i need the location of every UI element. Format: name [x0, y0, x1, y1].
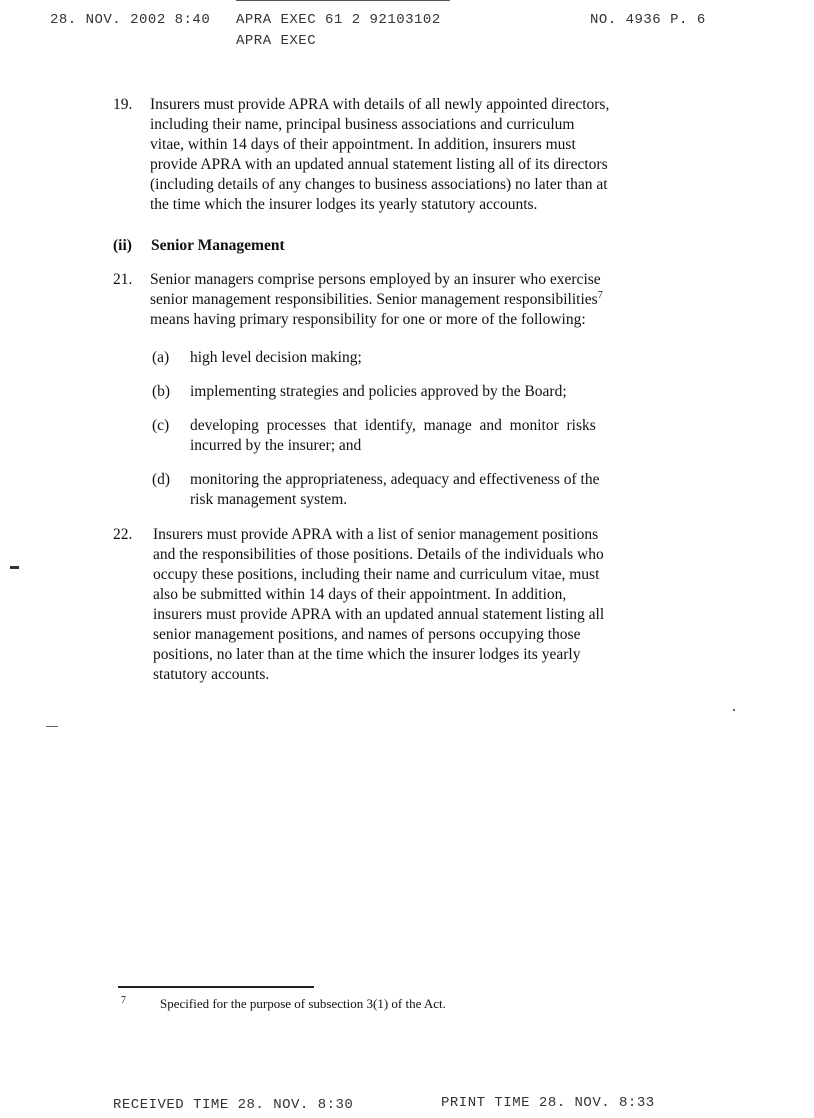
paragraph-body	[150, 95, 670, 215]
paragraph-number: 21.	[113, 271, 133, 288]
paragraph-line: including their name, principal business associations and curriculum	[150, 116, 575, 133]
list-item-label: (a)	[152, 349, 170, 366]
list-item-text: developing processes that identify, manage and monitor risks	[190, 417, 596, 434]
paragraph-line: Insurers must provide APRA with details of all newly appointed directors,	[150, 96, 610, 113]
paragraph-line: Senior managers comprise persons employed by an insurer who exercise	[150, 271, 601, 288]
list-item-label: (c)	[152, 417, 170, 434]
paragraph-body	[153, 525, 673, 685]
footnote-number: 7	[121, 995, 126, 1006]
paragraph-line: provide APRA with an updated annual statement listing all of its directors	[150, 156, 608, 173]
paragraph-line: the time which the insurer lodges its yearly statutory accounts.	[150, 196, 538, 213]
paragraph-line: insurers must provide APRA with an updated annual statement listing all	[153, 606, 605, 623]
section-heading	[113, 237, 285, 255]
header-top-rule	[236, 0, 450, 1]
fax-sender-line-2: APRA EXEC	[236, 33, 317, 49]
paragraph-line: senior management positions, and names of persons occupying those	[153, 626, 581, 643]
paragraph-number: 19.	[113, 96, 133, 113]
fax-received-time: RECEIVED TIME 28. NOV. 8:30	[113, 1097, 354, 1113]
scan-mark	[46, 726, 58, 727]
footnote-reference: 7	[597, 289, 603, 301]
paragraph-number: 22.	[113, 526, 133, 543]
footnote-text: Specified for the purpose of subsection 3(1) of the Act.	[160, 996, 446, 1011]
scan-mark	[733, 709, 735, 711]
list-item-text: incurred by the insurer; and	[190, 437, 362, 454]
list-item-text: implementing strategies and policies approved by the Board;	[190, 383, 567, 400]
paragraph-line: means having primary responsibility for one or more of the following:	[150, 311, 586, 328]
paragraph-line	[150, 290, 670, 310]
fax-sender-line-1: APRA EXEC 61 2 92103102	[236, 12, 441, 28]
fax-print-time: PRINT TIME 28. NOV. 8:33	[441, 1095, 655, 1111]
section-number: (ii)	[113, 237, 132, 254]
list-item-text: monitoring the appropriateness, adequacy and effectiveness of the	[190, 471, 600, 488]
fax-page-info: NO. 4936 P. 6	[590, 12, 706, 28]
paragraph-body	[150, 270, 670, 330]
list-item-text: high level decision making;	[190, 349, 362, 366]
list-item-label: (b)	[152, 383, 171, 400]
paragraph-line: Insurers must provide APRA with a list of senior management positions	[153, 526, 599, 543]
paragraph-line: (including details of any changes to business associations) no later than at	[150, 176, 608, 193]
list-item-label: (d)	[152, 471, 171, 488]
paragraph-line: positions, no later than at the time which the insurer lodges its yearly	[153, 646, 581, 663]
section-title: Senior Management	[151, 237, 285, 254]
paragraph-line: vitae, within 14 days of their appointment. In addition, insurers must	[150, 136, 576, 153]
paragraph-line: also be submitted within 14 days of their appointment. In addition,	[153, 586, 567, 603]
paragraph-line-text: senior management responsibilities. Senior management responsibilities	[150, 291, 598, 308]
list-item-text: risk management system.	[190, 491, 348, 508]
fax-date-time: 28. NOV. 2002 8:40	[50, 12, 211, 28]
paragraph-line: statutory accounts.	[153, 666, 270, 683]
footnote-rule	[118, 986, 314, 988]
paragraph-line: and the responsibilities of those positions. Details of the individuals who	[153, 546, 604, 563]
scan-mark	[10, 566, 19, 569]
paragraph-line: occupy these positions, including their name and curriculum vitae, must	[153, 566, 600, 583]
